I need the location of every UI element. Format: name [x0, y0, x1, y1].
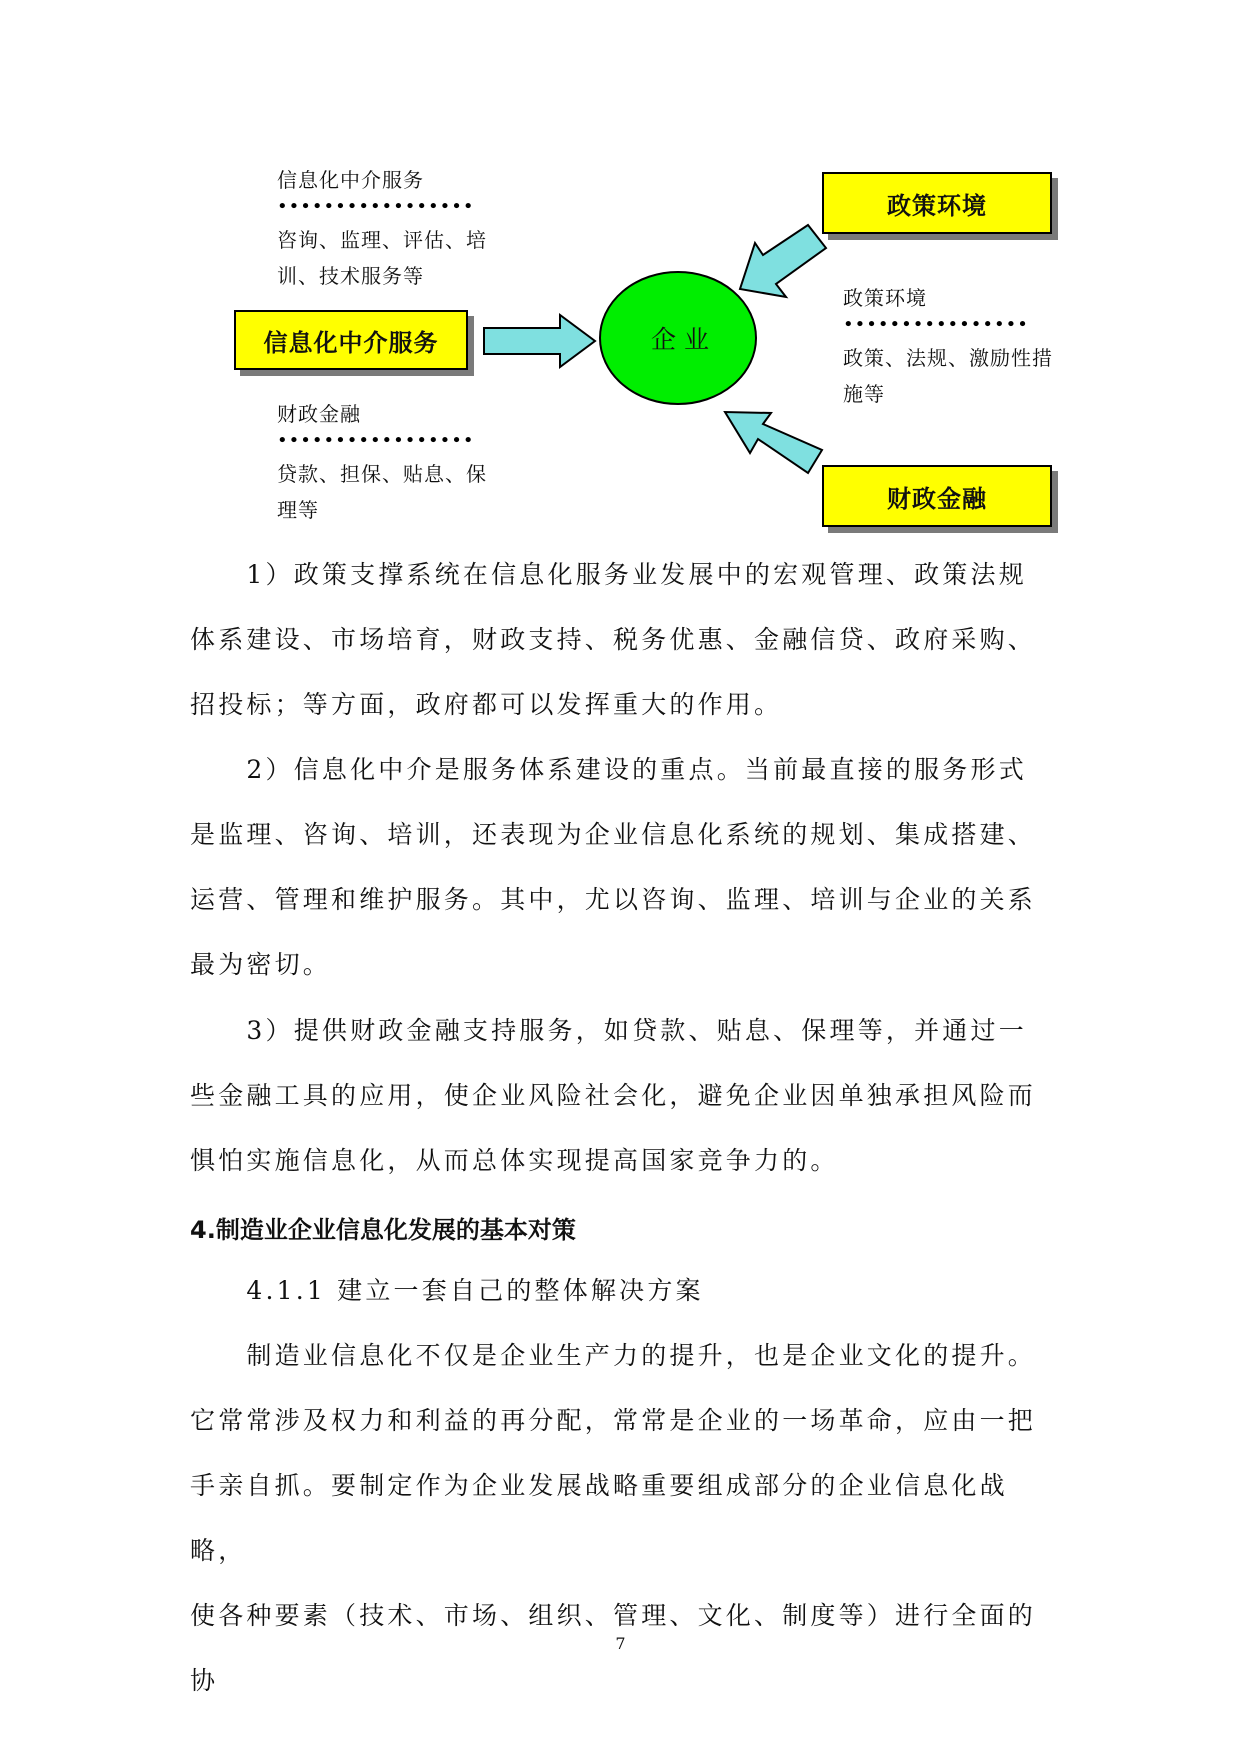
box-intermediary-service: 信息化中介服务	[234, 310, 468, 370]
paragraph-3	[190, 998, 1050, 1193]
paragraph-line: 运营、管理和维护服务。其中，尤以咨询、监理、培训与企业的关系	[190, 885, 1037, 914]
paragraph-line: 些金融工具的应用，使企业风险社会化，避免企业因单独承担风险而	[190, 1081, 1037, 1110]
note-policy	[843, 280, 1053, 412]
note-finance-line1: 贷款、担保、贴息、保	[277, 462, 487, 486]
paragraph-line: 它常常涉及权力和利益的再分配，常常是企业的一场革命，应由一把	[190, 1406, 1037, 1435]
note-intermediary-dots: •••••••••••••••••	[277, 196, 475, 217]
paragraph-line: 体系建设、市场培育，财政支持、税务优惠、金融信贷、政府采购、	[190, 625, 1037, 654]
box-policy-environment: 政策环境	[822, 172, 1052, 234]
note-finance-dots: •••••••••••••••••	[277, 430, 475, 451]
paragraph-line: 2）信息化中介是服务体系建设的重点。当前最直接的服务形式	[190, 755, 1027, 784]
note-intermediary-line2: 训、技术服务等	[277, 264, 424, 288]
paragraph-4	[190, 1323, 1050, 1713]
note-finance	[277, 396, 487, 528]
note-finance-title: 财政金融	[277, 402, 361, 426]
paragraph-1	[190, 542, 1050, 737]
note-policy-title: 政策环境	[843, 286, 927, 310]
paragraph-line: 使各种要素（技术、市场、组织、管理、文化、制度等）进行全面的协	[190, 1601, 1037, 1695]
subheading-text: 4.1.1 建立一套自己的整体解决方案	[190, 1276, 704, 1305]
arrow-intermediary	[484, 315, 595, 367]
paragraph-line: 最为密切。	[190, 950, 332, 979]
paragraph-line: 制造业信息化不仅是企业生产力的提升，也是企业文化的提升。	[190, 1341, 1037, 1370]
paragraph-line: 3）提供财政金融支持服务，如贷款、贴息、保理等，并通过一	[190, 1016, 1027, 1045]
enterprise-label: 企 业	[651, 325, 709, 354]
note-policy-line2: 施等	[843, 382, 885, 406]
page-number: 7	[615, 1634, 626, 1653]
arrow-policy	[740, 225, 826, 297]
note-intermediary-title: 信息化中介服务	[277, 168, 424, 192]
section-heading: 4.制造业企业信息化发展的基本对策	[190, 1216, 576, 1244]
note-intermediary-line1: 咨询、监理、评估、培	[277, 228, 487, 252]
note-policy-dots: ••••••••••••••••	[843, 314, 1029, 335]
paragraph-line: 手亲自抓。要制定作为企业发展战略重要组成部分的企业信息化战略，	[190, 1471, 1008, 1565]
paragraph-line: 惧怕实施信息化，从而总体实现提高国家竞争力的。	[190, 1146, 839, 1175]
note-finance-line2: 理等	[277, 498, 319, 522]
paragraph-line: 1）政策支撑系统在信息化服务业发展中的宏观管理、政策法规	[190, 560, 1027, 589]
paragraph-line: 是监理、咨询、培训，还表现为企业信息化系统的规划、集成搭建、	[190, 820, 1037, 849]
box-finance: 财政金融	[822, 465, 1052, 527]
arrow-finance	[725, 412, 822, 473]
note-policy-line1: 政策、法规、激励性措	[843, 346, 1053, 370]
note-intermediary	[277, 162, 487, 294]
paragraph-line: 招投标；等方面，政府都可以发挥重大的作用。	[190, 690, 783, 719]
paragraph-2	[190, 737, 1050, 997]
subheading	[190, 1258, 1050, 1323]
diagram-arrows	[0, 0, 1241, 560]
